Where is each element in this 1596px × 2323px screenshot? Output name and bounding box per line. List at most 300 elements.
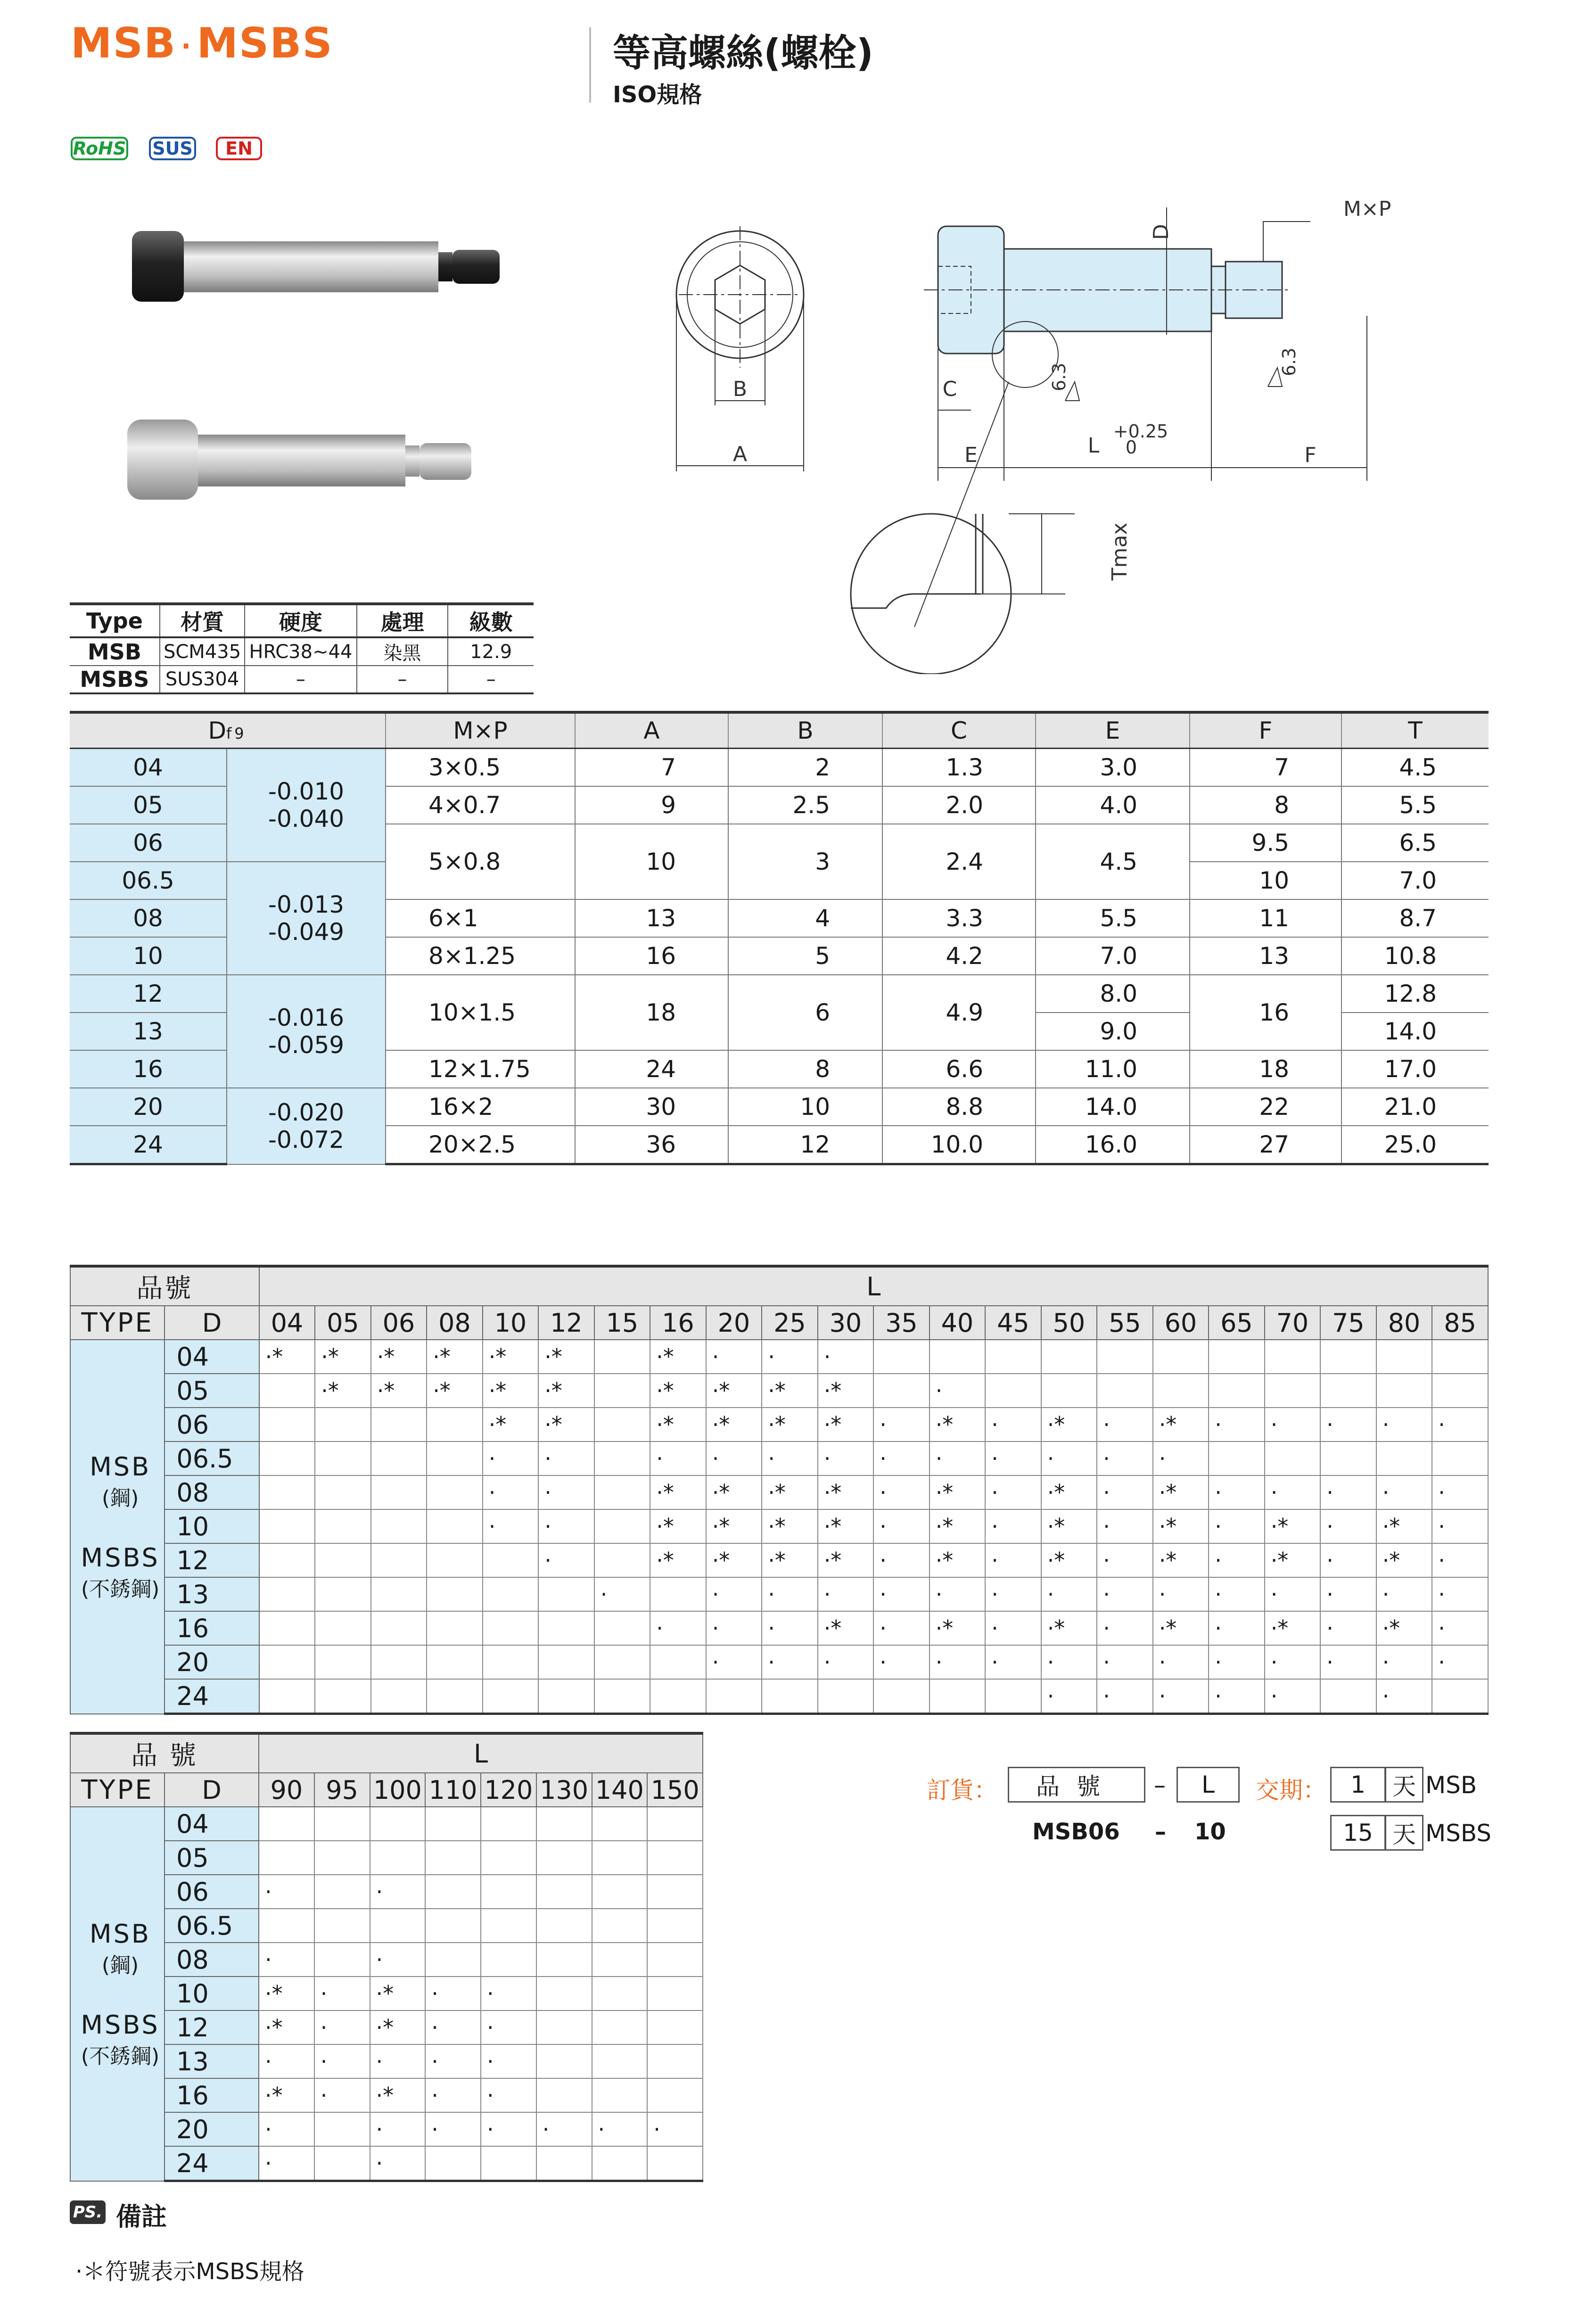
col-type: Type [70,604,160,637]
c-cell: 4.9 [882,975,1036,1050]
availability-cell: · [873,1442,930,1475]
col-mp: M×P [386,712,575,749]
f-cell: 11 [1190,899,1341,937]
availability-cell: ·* [818,1374,874,1408]
d-cell: 12 [70,975,227,1013]
d-cell: 16 [165,2078,259,2112]
availability-cell: ·* [1153,1475,1209,1509]
availability-cell [314,1943,370,1977]
availability-cell [1432,1679,1488,1714]
availability-cell: ·* [762,1408,818,1442]
d-cell: 06 [70,824,227,862]
availability-cell: ·* [762,1509,818,1543]
c-cell: 3.3 [882,899,1036,937]
a-cell: 30 [575,1088,728,1126]
c-cell: 4.2 [882,937,1036,975]
table-row [70,2112,703,2146]
length-col-header: 100 [370,1773,426,1807]
d-cell: 06.5 [165,1442,259,1475]
length-col-header: 12 [538,1306,594,1340]
availability-cell: · [370,2044,426,2078]
b-cell: 3 [728,824,882,899]
availability-cell: · [259,1943,314,1977]
availability-cell: ·* [762,1543,818,1577]
t-cell: 12.8 [1341,975,1489,1013]
mp-cell: 10×1.5 [386,975,575,1050]
availability-cell [1209,1442,1265,1475]
length-col-header: 20 [706,1306,762,1340]
a-cell: 18 [575,975,728,1050]
availability-cell: · [481,1977,536,2010]
availability-cell [425,2146,481,2181]
length-col-header: 06 [371,1306,427,1340]
d-cell: 04 [70,749,227,787]
availability-cell: ·* [1265,1509,1321,1543]
availability-cell [594,1340,650,1374]
availability-cell [1097,1340,1153,1374]
ps-icon: PS. [70,2200,106,2224]
table-row [70,666,534,693]
availability-cell [985,1679,1041,1714]
availability-cell: · [873,1475,930,1509]
availability-cell: · [1320,1509,1376,1543]
availability-cell: · [1265,1475,1321,1509]
a-cell: 13 [575,899,728,937]
availability-cell: · [873,1543,930,1577]
brand-title: MSB · MSBS [71,19,333,67]
availability-cell [647,1841,703,1875]
col-e: E [1036,712,1190,749]
example-length: 10 [1194,1819,1226,1845]
d-cell: 04 [165,1807,259,1841]
availability-cell: ·* [1265,1543,1321,1577]
table-row [70,1475,1488,1509]
availability-cell: · [818,1340,874,1374]
availability-cell [259,1374,315,1408]
availability-cell [647,1909,703,1943]
availability-cell: · [1432,1577,1488,1611]
availability-cell: · [425,2010,481,2044]
d-cell: 13 [70,1013,227,1050]
availability-cell: · [647,2112,703,2146]
availability-cell: · [706,1340,762,1374]
table-row [70,1875,703,1909]
order-length-box: L [1176,1767,1240,1803]
hardness-cell: HRC38~44 [245,637,356,666]
b-cell: 6 [728,975,882,1050]
length-col-header: 60 [1153,1306,1209,1340]
availability-cell: ·* [1153,1408,1209,1442]
d-cell: 08 [165,1475,259,1509]
d-cell: 16 [70,1050,227,1088]
availability-cell [1041,1374,1097,1408]
length-col-header: 55 [1097,1306,1153,1340]
availability-cell: · [1376,1408,1432,1442]
availability-cell: ·* [1265,1611,1321,1645]
availability-cell: · [1265,1408,1321,1442]
availability-cell: · [706,1611,762,1645]
d-cell: 13 [165,2044,259,2078]
availability-cell: · [259,1875,314,1909]
table-row [70,1577,1488,1611]
availability-cell [427,1442,483,1475]
availability-cell: ·* [706,1408,762,1442]
table-row [70,2146,703,2181]
availability-cell [592,1977,648,2010]
availability-cell: · [1097,1475,1153,1509]
a-cell: 7 [575,749,728,787]
availability-cell: · [425,2112,481,2146]
svg-text:6.3: 6.3 [1049,362,1069,391]
length-col-header: 40 [930,1306,986,1340]
availability-cell [650,1577,706,1611]
en-badge: EN [216,137,262,160]
col-b: B [728,712,882,749]
length-col-header: 65 [1209,1306,1265,1340]
availability-cell: · [873,1408,930,1442]
availability-cell [647,1977,703,2010]
d-cell: 05 [165,1374,259,1408]
availability-cell: · [481,2044,536,2078]
tolerance-cell: -0.020 -0.072 [227,1088,386,1164]
availability-cell [873,1340,930,1374]
availability-cell [650,1645,706,1679]
length-col-header: 04 [259,1306,315,1340]
availability-cell: ·* [930,1611,986,1645]
availability-cell [592,1909,648,1943]
mp-cell: 8×1.25 [386,937,575,975]
availability-cell: · [818,1442,874,1475]
d-cell: 12 [165,2010,259,2044]
availability-cell [592,2146,648,2181]
col-treatment: 處理 [357,604,448,637]
availability-cell: · [314,2010,370,2044]
availability-cell [315,1543,371,1577]
availability-cell [536,1909,592,1943]
availability-cell: · [985,1543,1041,1577]
availability-cell: · [483,1442,539,1475]
d-cell: 08 [70,899,227,937]
availability-cell [371,1543,427,1577]
t-cell: 14.0 [1341,1013,1489,1050]
availability-cell: · [483,1509,539,1543]
availability-cell: ·* [1041,1543,1097,1577]
availability-cell [259,1475,315,1509]
availability-cell [427,1679,483,1714]
availability-cell: · [370,1875,426,1909]
availability-cell: · [1376,1645,1432,1679]
availability-cell [592,2044,648,2078]
availability-cell [592,1807,648,1841]
availability-cell: · [762,1340,818,1374]
svg-text:F: F [1304,443,1316,467]
e-cell: 4.0 [1036,786,1190,824]
availability-cell [538,1611,594,1645]
mp-cell: 3×0.5 [386,749,575,787]
page-title: 等高螺絲(螺栓) [613,31,874,75]
availability-cell [538,1645,594,1679]
svg-text:A: A [732,442,748,466]
availability-cell [1265,1340,1321,1374]
f-cell: 13 [1190,937,1341,975]
availability-cell [425,1943,481,1977]
availability-cell: · [985,1442,1041,1475]
t-cell: 4.5 [1341,749,1489,787]
availability-cell: ·* [706,1475,762,1509]
availability-cell: · [1209,1645,1265,1679]
d-cell: 05 [70,786,227,824]
availability-cell [594,1611,650,1645]
mp-cell: 5×0.8 [386,824,575,899]
c-cell: 2.0 [882,786,1036,824]
availability-cell [427,1509,483,1543]
availability-cell: · [985,1577,1041,1611]
availability-cell [314,1909,370,1943]
d-cell: 04 [165,1340,259,1374]
availability-cell: ·* [650,1543,706,1577]
availability-cell: · [481,2078,536,2112]
availability-cell [314,1807,370,1841]
availability-cell [370,1909,426,1943]
availability-cell [314,2112,370,2146]
type-header: TYPE [70,1773,165,1807]
b-cell: 12 [728,1126,882,1164]
availability-cell [259,1841,314,1875]
table-row [70,1807,703,1841]
availability-cell [592,1841,648,1875]
f-cell: 8 [1190,786,1341,824]
availability-cell [1376,1340,1432,1374]
availability-cell [425,1875,481,1909]
d-cell: 05 [165,1841,259,1875]
col-t: T [1341,712,1489,749]
availability-cell: · [1432,1475,1488,1509]
b-cell: 2.5 [728,786,882,824]
availability-cell: · [481,2112,536,2146]
length-col-header: 150 [647,1773,703,1807]
availability-cell: ·* [538,1408,594,1442]
availability-cell: · [873,1577,930,1611]
col-d: Df9 [70,712,386,749]
availability-cell: · [1209,1679,1265,1714]
availability-cell: · [483,1475,539,1509]
length-col-header: 08 [427,1306,483,1340]
availability-cell [873,1374,930,1408]
availability-cell: ·* [650,1475,706,1509]
availability-cell [427,1577,483,1611]
availability-cell: · [314,1977,370,2010]
b-cell: 8 [728,1050,882,1088]
availability-cell [930,1340,986,1374]
availability-cell: ·* [538,1374,594,1408]
svg-text:L: L [1087,434,1100,458]
availability-cell: · [538,1509,594,1543]
availability-cell [706,1679,762,1714]
availability-cell: · [706,1577,762,1611]
availability-cell: · [1209,1543,1265,1577]
availability-cell [483,1543,539,1577]
rohs-badge: RoHS [71,137,128,160]
availability-cell: · [1097,1509,1153,1543]
availability-cell: ·* [650,1374,706,1408]
svg-text:6.3: 6.3 [1279,347,1300,376]
availability-cell: ·* [818,1475,874,1509]
availability-cell [483,1611,539,1645]
availability-cell: ·* [315,1374,371,1408]
availability-cell: · [1097,1577,1153,1611]
dimension-table [70,711,1489,1165]
availability-cell: ·* [370,2078,426,2112]
availability-cell: · [425,1977,481,2010]
availability-cell [315,1509,371,1543]
availability-cell: ·* [427,1340,483,1374]
availability-cell: · [538,1442,594,1475]
availability-cell: · [985,1645,1041,1679]
availability-cell: · [930,1442,986,1475]
availability-cell [427,1408,483,1442]
availability-cell: · [1153,1577,1209,1611]
b-cell: 10 [728,1088,882,1126]
table-row [70,975,1489,1013]
availability-cell: · [1320,1611,1376,1645]
availability-cell: ·* [483,1340,539,1374]
d-cell: 06 [165,1408,259,1442]
availability-cell: · [1209,1611,1265,1645]
material-cell: SCM435 [160,637,245,666]
availability-cell [481,2146,536,2181]
material-cell: SUS304 [160,666,245,693]
availability-cell: · [1376,1679,1432,1714]
availability-cell [647,2146,703,2181]
availability-cell: · [1320,1577,1376,1611]
table-row [70,1679,1488,1714]
black-bolt-photo [132,231,500,302]
svg-text:+0.25: +0.25 [1113,421,1168,442]
availability-cell: · [314,2078,370,2112]
table-row [70,1374,1488,1408]
a-cell: 9 [575,786,728,824]
b-cell: 4 [728,899,882,937]
table-row [70,1509,1488,1543]
t-cell: 8.7 [1341,899,1489,937]
availability-cell [594,1475,650,1509]
col-grade: 級數 [448,604,534,637]
length-col-header: 120 [481,1773,536,1807]
availability-cell: ·* [1153,1611,1209,1645]
length-col-header: 45 [985,1306,1041,1340]
availability-cell [371,1408,427,1442]
availability-cell: ·* [930,1408,986,1442]
d-cell: 10 [165,1977,259,2010]
t-cell: 17.0 [1341,1050,1489,1088]
availability-cell: · [594,1577,650,1611]
delivery-type-msb: MSB [1425,1771,1477,1799]
availability-cell: ·* [1153,1509,1209,1543]
d-cell: 16 [165,1611,259,1645]
d-cell: 06.5 [165,1909,259,1943]
example-part-number: MSB06 [1032,1819,1120,1845]
availability-cell: ·* [1376,1543,1432,1577]
d-cell: 12 [165,1543,259,1577]
availability-cell: · [259,2146,314,2181]
availability-cell [1376,1442,1432,1475]
availability-cell: ·* [259,2010,314,2044]
availability-cell [371,1645,427,1679]
availability-cell: ·* [315,1340,371,1374]
delivery-unit-msbs: 天 [1385,1815,1423,1851]
availability-cell [427,1645,483,1679]
a-cell: 36 [575,1126,728,1164]
availability-cell [259,1577,315,1611]
t-cell: 6.5 [1341,824,1489,862]
availability-cell: ·* [1376,1509,1432,1543]
availability-cell: ·* [371,1374,427,1408]
availability-cell: · [930,1645,986,1679]
availability-cell: · [425,2078,481,2112]
availability-cell [538,1679,594,1714]
availability-cell [483,1577,539,1611]
availability-cell: · [1265,1679,1321,1714]
length-header: L [259,1733,703,1773]
availability-cell: · [930,1374,986,1408]
part-number-header: 品號 [70,1266,259,1306]
availability-cell: · [762,1611,818,1645]
availability-cell [594,1645,650,1679]
availability-cell: ·* [706,1374,762,1408]
length-col-header: 30 [818,1306,874,1340]
availability-cell [647,1943,703,1977]
e-cell: 11.0 [1036,1050,1190,1088]
availability-cell: ·* [427,1374,483,1408]
availability-cell: · [1265,1645,1321,1679]
table-row [70,1408,1488,1442]
availability-cell: ·* [483,1374,539,1408]
availability-cell: · [1432,1509,1488,1543]
availability-cell [481,1943,536,1977]
availability-cell [1320,1442,1376,1475]
availability-cell [315,1475,371,1509]
availability-cell [371,1475,427,1509]
d-cell: 20 [165,1645,259,1679]
availability-cell: · [1097,1442,1153,1475]
col-f: F [1190,712,1341,749]
svg-text:0: 0 [1125,437,1137,458]
availability-cell [1209,1340,1265,1374]
availability-cell [315,1408,371,1442]
availability-cell [259,1909,314,1943]
availability-cell [536,2010,592,2044]
availability-cell [481,1841,536,1875]
availability-cell: · [1209,1509,1265,1543]
availability-cell [481,1909,536,1943]
table-row [70,2078,703,2112]
availability-cell [425,1841,481,1875]
table-row [70,2010,703,2044]
product-photos [113,212,537,514]
availability-cell [985,1374,1041,1408]
availability-cell [427,1475,483,1509]
availability-cell [647,2078,703,2112]
technical-drawing [650,179,1405,674]
d-cell: 06 [165,1875,259,1909]
availability-cell: · [370,1943,426,1977]
c-cell: 2.4 [882,824,1036,899]
availability-cell [425,1909,481,1943]
availability-cell: ·* [930,1543,986,1577]
e-cell: 8.0 [1036,975,1190,1013]
table-row [70,1088,1489,1126]
mp-cell: 4×0.7 [386,786,575,824]
